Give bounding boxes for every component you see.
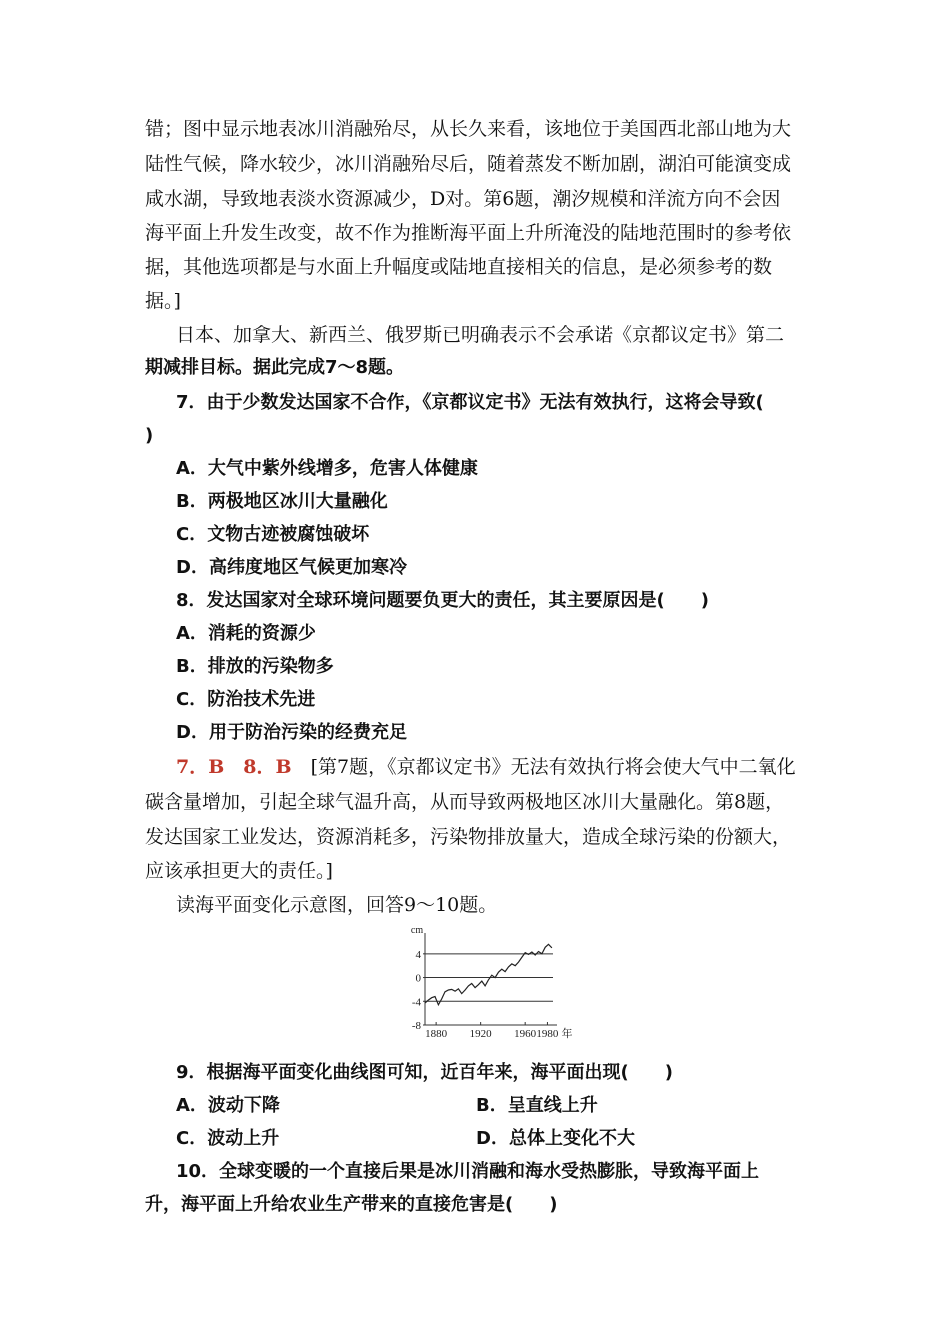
x-tick-label: 1880 — [425, 1028, 448, 1040]
q9-option-d[interactable]: D．总体上变化不大 — [476, 1128, 635, 1149]
sea-level-chart — [395, 925, 585, 1047]
y-tick-label: -4 — [411, 996, 421, 1009]
explanation-line: 据。] — [145, 290, 181, 312]
q8-option-c[interactable]: C．防治技术先进 — [176, 689, 316, 710]
y-axis-label: cm — [410, 925, 424, 936]
q8-option-d[interactable]: D．用于防治污染的经费充足 — [176, 722, 407, 743]
q7-option-a[interactable]: A．大气中紫外线增多，危害人体健康 — [176, 458, 478, 479]
q9-option-b[interactable]: B．呈直线上升 — [476, 1095, 598, 1116]
answer-7-8-line: 发达国家工业发达，资源消耗多，污染物排放量大，造成全球污染的份额大， — [145, 826, 792, 848]
answer-7-8-line: 碳含量增加，引起全球气温升高，从而导致两极地区冰川大量融化。第8题， — [145, 791, 785, 813]
x-tick-label: 1920 — [469, 1028, 492, 1040]
x-tick-label: 1960 — [514, 1028, 537, 1040]
x-axis-label: 年 — [561, 1028, 573, 1040]
x-tick-label: 1980 — [536, 1028, 559, 1040]
q9-option-a[interactable]: A．波动下降 — [176, 1095, 280, 1116]
answer-7-8-line — [176, 755, 796, 779]
q8-stem: 8．发达国家对全球环境问题要负更大的责任，其主要原因是( ) — [176, 590, 709, 611]
q10-stem-cont: 升，海平面上升给农业生产带来的直接危害是( ) — [145, 1194, 558, 1215]
chart-axes — [423, 933, 557, 1025]
intro-7-8-line: 期减排目标。据此完成7～8题。 — [145, 357, 405, 378]
intro-7-8-line: 日本、加拿大、新西兰、俄罗斯已明确表示不会承诺《京都议定书》第二 — [176, 324, 785, 346]
explanation-line: 陆性气候，降水较少，冰川消融殆尽后，随着蒸发不断加剧，湖泊可能演变成 — [145, 153, 792, 175]
y-tick-label: 4 — [415, 948, 421, 961]
q9-stem: 9．根据海平面变化曲线图可知，近百年来，海平面出现( ) — [176, 1062, 673, 1083]
intro-9-10: 读海平面变化示意图，回答9～10题。 — [176, 894, 498, 916]
explanation-line: 据，其他选项都是与水面上升幅度或陆地直接相关的信息，是必须参考的数 — [145, 256, 773, 278]
q7-option-d[interactable]: D．高纬度地区气候更加寒冷 — [176, 557, 407, 578]
y-tick-label: -8 — [411, 1020, 421, 1032]
answer-7-8-label: 7．B 8．B — [176, 756, 292, 778]
q7-option-b[interactable]: B．两极地区冰川大量融化 — [176, 491, 388, 512]
q9-option-c[interactable]: C．波动上升 — [176, 1128, 280, 1149]
q7-option-c[interactable]: C．文物古迹被腐蚀破坏 — [176, 524, 370, 545]
q7-stem: 7．由于少数发达国家不合作，《京都议定书》无法有效执行，这将会导致( — [176, 392, 764, 413]
explanation-line: 错；图中显示地表冰川消融殆尽，从长久来看，该地位于美国西北部山地为大 — [145, 118, 792, 140]
explanation-line: 咸水湖，导致地表淡水资源减少，D对。第6题，潮汐规模和洋流方向不会因 — [145, 188, 781, 210]
q8-option-b[interactable]: B．排放的污染物多 — [176, 656, 334, 677]
q8-option-a[interactable]: A．消耗的资源少 — [176, 623, 316, 644]
y-tick-label: 0 — [415, 972, 421, 985]
answer-7-8-text: [第7题，《京都议定书》无法有效执行将会使大气中二氧化 — [291, 756, 796, 778]
explanation-line: 海平面上升发生改变，故不作为推断海平面上升所淹没的陆地范围时的参考依 — [145, 222, 792, 244]
q7-stem-cont: ) — [145, 425, 154, 446]
answer-7-8-line: 应该承担更大的责任。] — [145, 860, 333, 882]
chart-labels — [411, 925, 573, 1040]
q10-stem: 10．全球变暖的一个直接后果是冰川消融和海水受热膨胀，导致海平面上 — [176, 1161, 760, 1182]
